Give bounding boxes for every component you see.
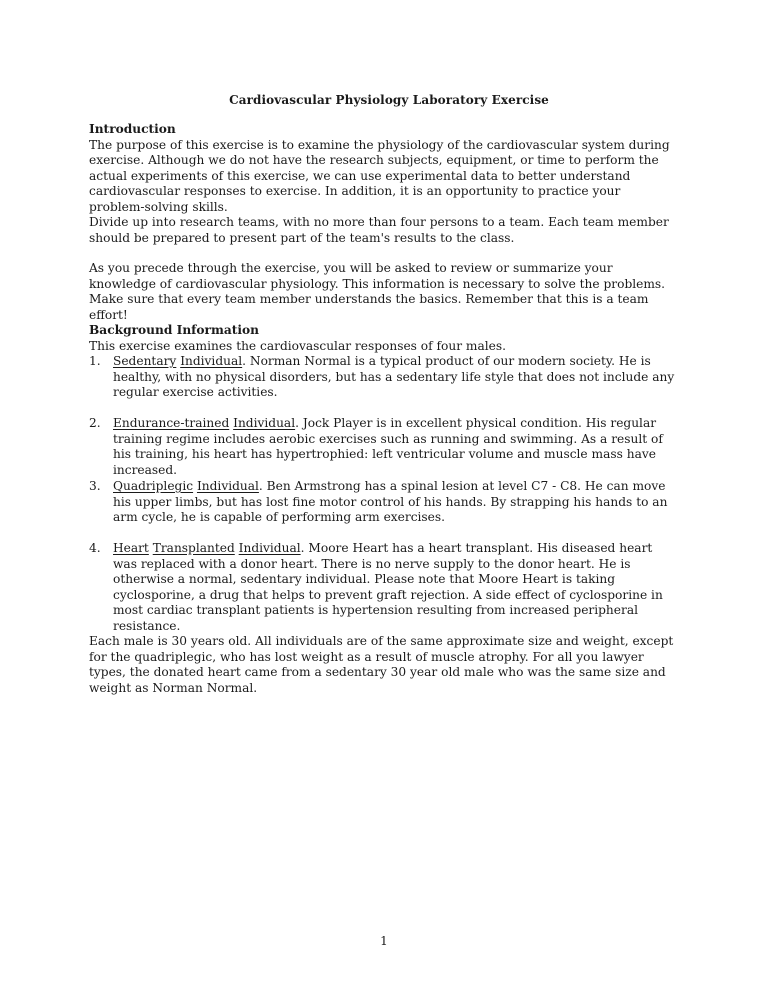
item-label-part: Individual <box>233 416 296 430</box>
list-item-sedentary <box>89 354 679 401</box>
background-section <box>89 323 679 354</box>
item-label-part: Individual <box>196 479 259 493</box>
item-label-part: Quadriplegic <box>113 479 194 493</box>
item-label-part: Individual <box>238 541 301 555</box>
list-item-number: 3. <box>89 479 101 493</box>
list-item-number: 2. <box>89 416 101 430</box>
introduction-paragraph-3: As you precede through the exercise, you will be asked to review or summarize your knowledge of cardiovascular physiology. This information is necessary to solve the problems. Make sure that every team member understands the basics. Remember that this is a team effort! <box>89 261 666 322</box>
background-heading: Background Information <box>89 323 260 337</box>
introduction-paragraph-2: Divide up into research teams, with no more than four persons to a team. Each team member should be prepared to present part of the team's results to the class. <box>89 215 669 245</box>
introduction-heading: Introduction <box>89 122 176 136</box>
item-label-part: Transplanted <box>152 541 235 555</box>
item-description: . Ben Armstrong has a spinal lesion at level C7 - C8. He can move his upper limbs, but has lost fine motor control of his hands. By strapping his hands to an arm cycle, he is capable of performing arm exercises. <box>113 479 668 525</box>
closing-paragraph-block <box>89 634 679 696</box>
list-item-number: 4. <box>89 541 101 555</box>
introduction-paragraph-1: The purpose of this exercise is to examine the physiology of the cardiovascular system during exercise. Although we do not have the research subjects, equipment, or time to perform the actual experiments of this exercise, we can use experimental data to better understand cardiovascular responses to exercise. In addition, it is an opportunity to practice your problem-solving skills. <box>89 137 670 214</box>
introduction-section <box>89 122 679 216</box>
item-label-part: Heart <box>113 541 149 555</box>
list-item-endurance <box>89 416 679 478</box>
list-item-transplant <box>89 541 679 635</box>
item-label-part: Individual <box>180 354 243 368</box>
closing-paragraph: Each male is 30 years old. All individuals are of the same approximate size and weight, except for the quadriplegic, who has lost weight as a result of muscle atrophy. For all you lawyer types, the donated heart came from a sedentary 30 year old male who was the same size and weight as Norman Normal. <box>89 634 674 695</box>
item-description: . Norman Normal is a typical product of our modern society. He is healthy, with no physical disorders, but has a sedentary life style that does not include any regular exercise activities. <box>113 354 675 400</box>
page-number: 1 <box>380 934 388 948</box>
item-label-part: Endurance-trained <box>113 416 230 430</box>
introduction-paragraph-3-block <box>89 261 679 323</box>
item-description: . Moore Heart has a heart transplant. His diseased heart was replaced with a donor heart. There is no nerve supply to the donor heart. He is otherwise a normal, sedentary individual. Please note that Moore Heart is taking cyclosporine, a drug that helps to prevent graft rejection. A side effect of cyclosporine in most cardiac transplant patients is hypertension resulting from increased peripheral resistance. <box>113 541 663 633</box>
item-description: . Jock Player is in excellent physical condition. His regular training regime includes aerobic exercises such as running and swimming. As a result of his training, his heart has hypertrophied: left ventricular volume and muscle mass have increased. <box>113 416 663 477</box>
document-title: Cardiovascular Physiology Laboratory Exercise <box>229 93 549 107</box>
list-item-quadriplegic <box>89 479 679 526</box>
item-label-part: Sedentary <box>113 354 177 368</box>
background-intro: This exercise examines the cardiovascular responses of four males. <box>89 338 506 353</box>
list-item-number: 1. <box>89 354 101 368</box>
introduction-paragraph-2-block <box>89 215 679 246</box>
